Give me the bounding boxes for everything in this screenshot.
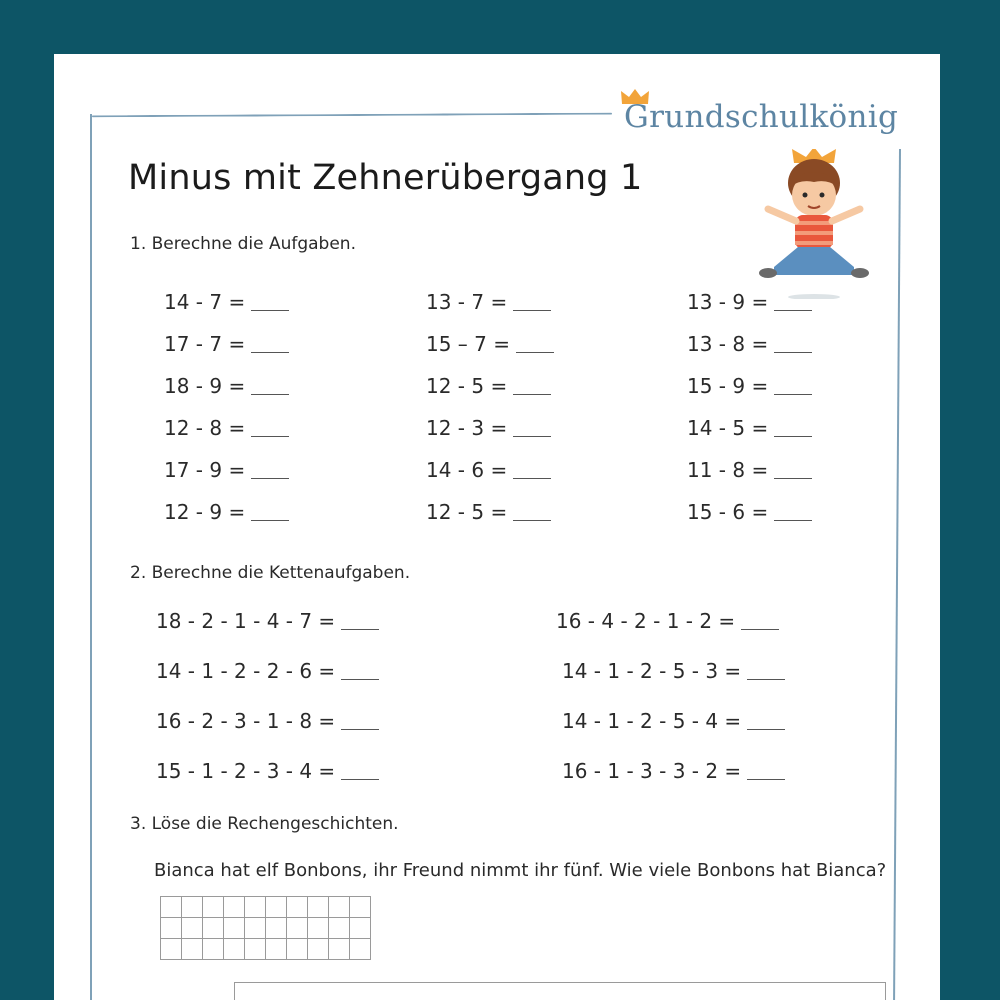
task-1-8: 15 – 7 = <box>426 332 554 356</box>
task-1-11: 14 - 6 = <box>426 458 551 482</box>
answer-line[interactable] <box>513 435 551 437</box>
task-1-1: 14 - 7 = <box>164 290 289 314</box>
frame-top-line <box>92 113 612 118</box>
answer-line[interactable] <box>774 309 812 311</box>
task-1-13: 13 - 9 = <box>687 290 812 314</box>
chain-task-6: 14 - 1 - 2 - 5 - 3 = <box>562 659 785 683</box>
answer-line[interactable] <box>341 678 379 680</box>
worksheet <box>54 54 940 1000</box>
answer-line[interactable] <box>513 393 551 395</box>
chain-task-3: 16 - 2 - 3 - 1 - 8 = <box>156 709 379 733</box>
section-1-heading: 1. Berechne die Aufgaben. <box>130 234 356 254</box>
answer-line[interactable] <box>774 477 812 479</box>
chain-task-7: 14 - 1 - 2 - 5 - 4 = <box>562 709 785 733</box>
section-2-heading: 2. Berechne die Kettenaufgaben. <box>130 563 411 583</box>
calculation-grid[interactable] <box>160 896 371 960</box>
task-1-15: 15 - 9 = <box>687 374 812 398</box>
brand-logo: Grundschulkönig <box>624 99 899 135</box>
page-title: Minus mit Zehnerübergang 1 <box>128 158 643 198</box>
task-1-18: 15 - 6 = <box>687 500 812 524</box>
answer-line[interactable] <box>251 435 289 437</box>
answer-line[interactable] <box>513 477 551 479</box>
answer-line[interactable] <box>341 728 379 730</box>
chain-task-4: 15 - 1 - 2 - 3 - 4 = <box>156 759 379 783</box>
answer-line[interactable] <box>741 628 779 630</box>
chain-task-8: 16 - 1 - 3 - 3 - 2 = <box>562 759 785 783</box>
answer-box[interactable] <box>234 982 886 1000</box>
task-1-9: 12 - 5 = <box>426 374 551 398</box>
answer-line[interactable] <box>251 477 289 479</box>
task-1-14: 13 - 8 = <box>687 332 812 356</box>
task-1-5: 17 - 9 = <box>164 458 289 482</box>
answer-line[interactable] <box>774 519 812 521</box>
task-1-16: 14 - 5 = <box>687 416 812 440</box>
chain-task-1: 18 - 2 - 1 - 4 - 7 = <box>156 609 379 633</box>
answer-line[interactable] <box>341 778 379 780</box>
frame-left-line <box>90 114 92 1000</box>
kid-illustration <box>754 149 874 299</box>
answer-line[interactable] <box>774 393 812 395</box>
task-1-6: 12 - 9 = <box>164 500 289 524</box>
chain-task-5: 16 - 4 - 2 - 1 - 2 = <box>556 609 779 633</box>
answer-line[interactable] <box>251 309 289 311</box>
chain-task-2: 14 - 1 - 2 - 2 - 6 = <box>156 659 379 683</box>
answer-line[interactable] <box>747 778 785 780</box>
answer-line[interactable] <box>341 628 379 630</box>
answer-line[interactable] <box>251 393 289 395</box>
answer-line[interactable] <box>513 519 551 521</box>
answer-line[interactable] <box>516 351 554 353</box>
answer-line[interactable] <box>774 351 812 353</box>
section-3-heading: 3. Löse die Rechengeschichten. <box>130 814 399 834</box>
task-1-4: 12 - 8 = <box>164 416 289 440</box>
answer-line[interactable] <box>513 309 551 311</box>
answer-line[interactable] <box>747 678 785 680</box>
answer-line[interactable] <box>747 728 785 730</box>
task-1-3: 18 - 9 = <box>164 374 289 398</box>
answer-line[interactable] <box>251 351 289 353</box>
task-1-17: 11 - 8 = <box>687 458 812 482</box>
task-1-7: 13 - 7 = <box>426 290 551 314</box>
frame-right-line <box>893 149 901 1000</box>
answer-line[interactable] <box>774 435 812 437</box>
word-problem-text: Bianca hat elf Bonbons, ihr Freund nimmt ihr fünf. Wie viele Bonbons hat Bianca? <box>154 860 887 881</box>
task-1-10: 12 - 3 = <box>426 416 551 440</box>
task-1-2: 17 - 7 = <box>164 332 289 356</box>
task-1-12: 12 - 5 = <box>426 500 551 524</box>
answer-line[interactable] <box>251 519 289 521</box>
